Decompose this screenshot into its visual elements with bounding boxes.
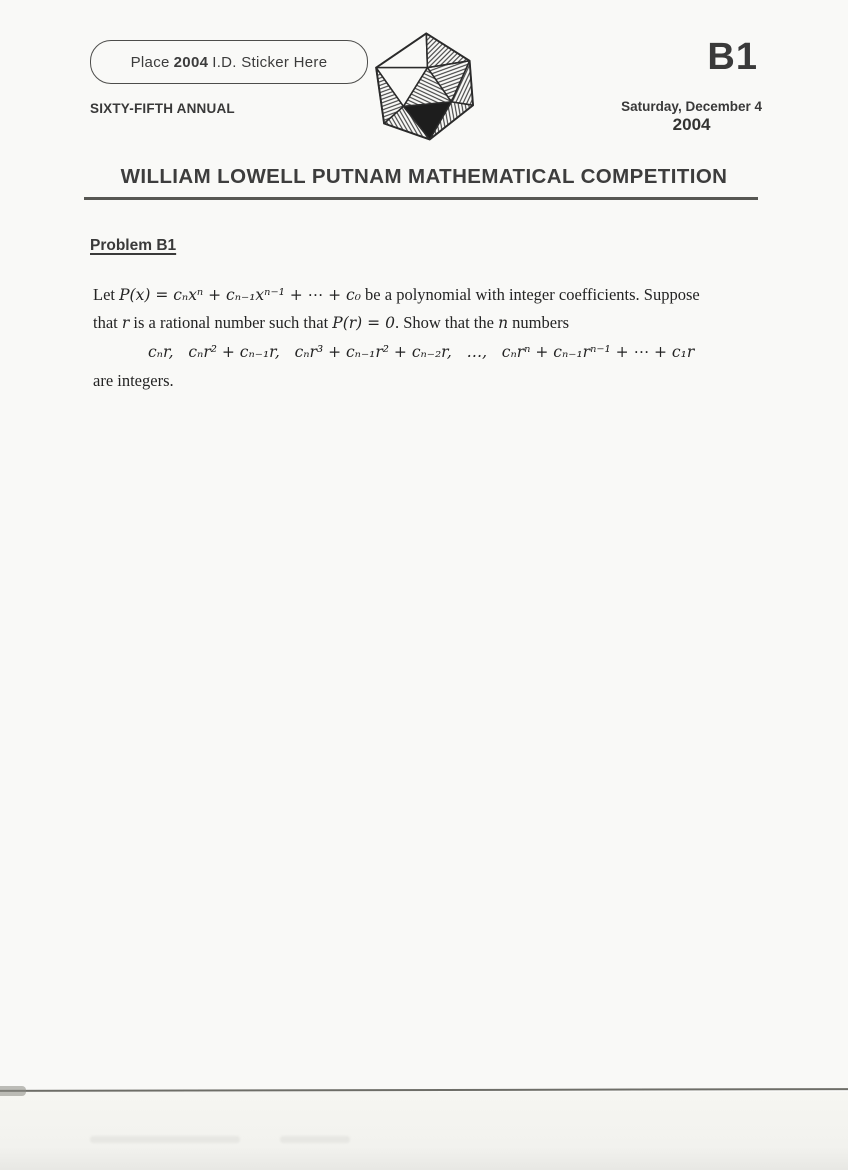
id-sticker-box <box>90 40 368 84</box>
competition-title: WILLIAM LOWELL PUTNAM MATHEMATICAL COMPETITION <box>120 165 728 188</box>
statement-text: Let <box>93 285 120 304</box>
statement-line-2 <box>93 309 753 337</box>
ink-bleed-smear <box>280 1136 350 1143</box>
sticker-text-suffix: I.D. Sticker Here <box>212 53 328 71</box>
exam-date: Saturday, December 4 <box>621 99 762 114</box>
inline-math: P(x) = cₙxⁿ + cₙ₋₁xⁿ⁻¹ + ⋯ + c₀ <box>119 286 361 304</box>
ink-bleed-smear <box>90 1136 240 1143</box>
inline-math: n <box>498 314 509 332</box>
exam-year: 2004 <box>672 115 711 134</box>
statement-text: be a polynomial with integer coefficients. Suppose <box>360 285 700 304</box>
statement-text: is a rational number such that <box>129 313 333 332</box>
statement-text: . Show that the <box>394 313 499 332</box>
statement-line-1 <box>93 281 753 309</box>
sticker-year: 2004 <box>173 53 209 71</box>
inline-math: P(r) = 0 <box>332 314 395 332</box>
inline-math: r <box>121 314 130 332</box>
display-equation: cₙr, cₙr² + cₙ₋₁r, cₙr³ + cₙ₋₁r² + cₙ₋₂r, …, cₙrⁿ + cₙ₋₁rⁿ⁻¹ + ⋯ + c₁r <box>148 343 695 361</box>
scan-bottom-strip <box>0 1092 848 1170</box>
statement-closing: are integers. <box>93 371 174 390</box>
problem-label: Problem B1 <box>90 237 177 254</box>
exam-date-block <box>621 99 762 135</box>
icosahedron-logo-icon <box>366 30 482 144</box>
annual-label: SIXTY-FIFTH ANNUAL <box>90 101 235 116</box>
statement-text: that <box>93 313 122 332</box>
problem-statement <box>93 281 753 395</box>
scan-edge-shadow <box>0 1086 26 1096</box>
sticker-text-prefix: Place <box>130 53 170 71</box>
title-rule <box>84 197 758 200</box>
problem-code: B1 <box>707 36 758 78</box>
statement-text: numbers <box>508 313 569 332</box>
